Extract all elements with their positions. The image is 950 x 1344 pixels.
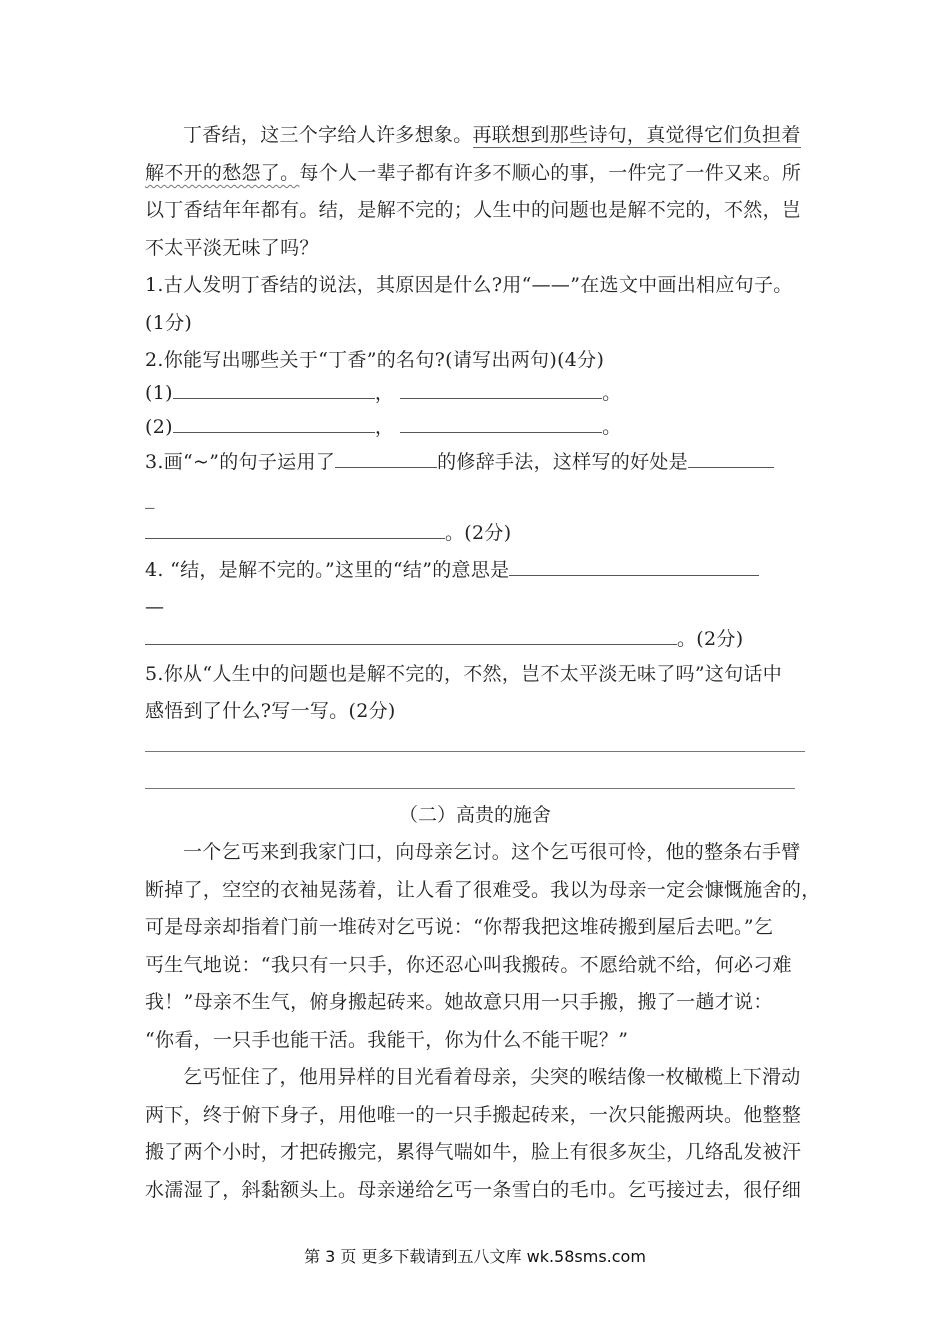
question-3 — [145, 449, 774, 474]
q3-blank-rhetoric[interactable] — [335, 449, 437, 468]
section2-p2-line-4: 水濡湿了，斜黏额头上。母亲递给乞丐一条雪白的毛巾。乞丐接过去，很仔细 — [145, 1179, 802, 1201]
q2-label-2: (2) — [145, 416, 173, 438]
section2-p1-line-3: 可是母亲却指着门前一堆砖对乞丐说：“你帮我把这堆砖搬到屋后去吧。”乞 — [145, 916, 774, 938]
question-4 — [145, 557, 759, 582]
q2-answer-row-1 — [145, 380, 621, 405]
wavy-sentence: 解不开的愁怨了。 — [145, 162, 300, 184]
q5-answer-line-1[interactable] — [145, 751, 805, 752]
question-5-line-2: 感悟到了什么?写一写。(2分) — [145, 700, 396, 722]
q3-answer-row — [145, 520, 511, 545]
q4-answer-row — [145, 626, 743, 651]
section2-p1-line-1: 一个乞丐来到我家门口，向母亲乞讨。这个乞丐很可怜，他的整条右手臂 — [183, 841, 801, 863]
passage1-line-4: 不太平淡无味了吗？ — [145, 237, 319, 259]
q4-blank-meaning[interactable] — [509, 557, 759, 576]
q4-text: 4. “结，是解不完的。”这里的“结”的意思是 — [145, 559, 510, 581]
q4-continuation-mark: — — [145, 596, 165, 618]
question-2: 2.你能写出哪些关于“丁香”的名句?(请写出两句)(4分) — [145, 349, 605, 371]
q3-blank-line2[interactable] — [145, 520, 445, 539]
period: 。 — [602, 416, 622, 438]
passage1-text: 每个人一辈子都有许多不顺心的事，一件完了一件又来。所 — [299, 162, 802, 184]
question-1: 1.古人发明丁香结的说法，其原因是什么?用“——”在选文中画出相应句子。 — [145, 274, 793, 296]
q2-answer-row-2 — [145, 414, 621, 439]
section2-p2-line-1: 乞丐怔住了，他用异样的目光看着母亲，尖突的喉结像一枚橄榄上下滑动 — [183, 1066, 801, 1088]
q2-blank-2b[interactable] — [400, 414, 602, 433]
passage1-line-2 — [145, 161, 801, 185]
period: 。 — [602, 382, 622, 404]
comma: ， — [374, 382, 395, 404]
comma: ， — [374, 416, 395, 438]
q2-blank-1b[interactable] — [400, 380, 602, 399]
q3-continuation-mark: _ — [145, 487, 155, 509]
q2-blank-1a[interactable] — [173, 380, 375, 399]
q3-score: 。(2分) — [445, 522, 512, 544]
question-5-line-1: 5.你从“人生中的问题也是解不完的，不然，岂不太平淡无味了吗”这句话中 — [145, 663, 783, 685]
section2-p2-line-3: 搬了两个小时，才把砖搬完，累得气喘如牛，脸上有很多灰尘，几络乱发被汗 — [145, 1141, 802, 1163]
question-1-score: (1分) — [145, 312, 193, 334]
q2-label-1: (1) — [145, 382, 173, 404]
q2-blank-2a[interactable] — [173, 414, 375, 433]
section2-p1-line-6: “你看，一只手也能干活。我能干，你为什么不能干呢？” — [145, 1029, 629, 1051]
passage1-line-3: 以丁香结年年都有。结，是解不完的；人生中的问题也是解不完的，不然，岂 — [145, 199, 802, 221]
q5-answer-line-2[interactable] — [145, 788, 795, 789]
q3-text-a: 3.画“~”的句子运用了 — [145, 451, 336, 473]
q4-blank-line2[interactable] — [145, 626, 677, 645]
section2-title: （二）高贵的施舍 — [398, 804, 551, 826]
section2-p1-line-5: 我！”母亲不生气，俯身搬起砖来。她故意只用一只手搬，搬了一趟才说： — [145, 991, 773, 1013]
section2-p2-line-2: 两下，终于俯下身子，用他唯一的一只手搬起砖来，一次只能搬两块。他整整 — [145, 1104, 802, 1126]
passage1-text: 丁香结，这三个字给人许多想象。 — [183, 124, 473, 146]
underlined-sentence-part1: 再联想到那些诗句，真觉得它们负担着 — [472, 124, 801, 146]
section2-p1-line-2: 断掉了，空空的衣袖晃荡着，让人看了很难受。我以为母亲一定会慷慨施舍的， — [145, 879, 821, 901]
passage1-line-1 — [183, 123, 801, 147]
section2-p1-line-4: 丐生气地说：“我只有一只手，你还忍心叫我搬砖。不愿给就不给，何必刁难 — [145, 954, 792, 976]
page-footer: 第 3 页 更多下载请到五八文库 wk.58sms.com — [304, 1247, 646, 1266]
q4-score: 。(2分) — [677, 628, 744, 650]
q3-text-b: 的修辞手法，这样写的好处是 — [437, 451, 688, 473]
q3-blank-benefit[interactable] — [688, 449, 774, 468]
